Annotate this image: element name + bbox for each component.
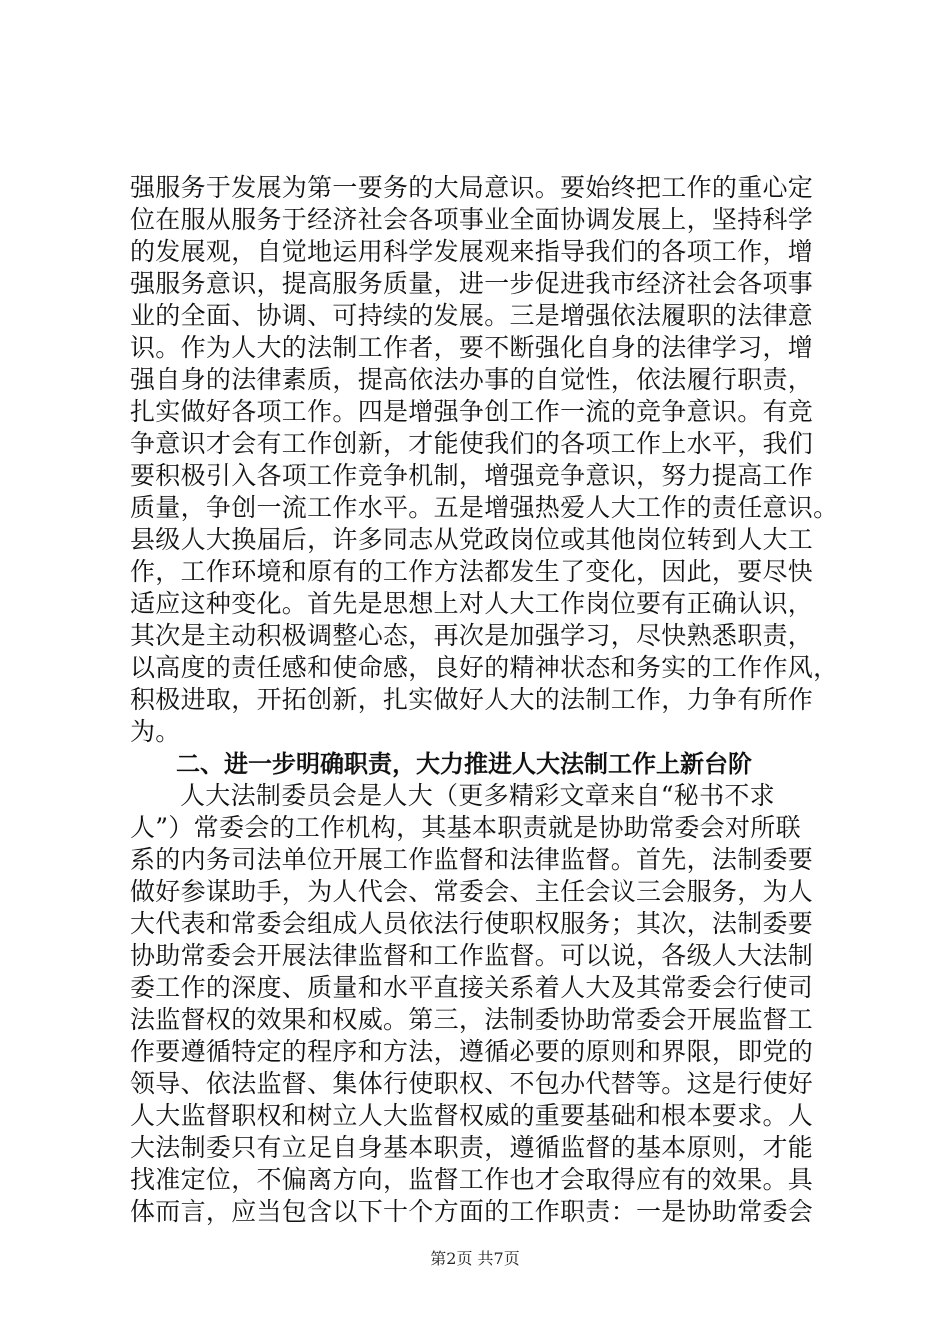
text-line: 扎实做好各项工作。四是增强争创工作一流的竞争意识。有竞 xyxy=(130,397,814,426)
text-line: 强服务于发展为第一要务的大局意识。要始终把工作的重心定 xyxy=(130,173,814,202)
text-line: 领导、依法监督、集体行使职权、不包办代替等。这是行使好 xyxy=(130,1069,814,1098)
text-line: 找准定位，不偏离方向，监督工作也才会取得应有的效果。具 xyxy=(130,1165,814,1194)
text-line: 协助常委会开展法律监督和工作监督。可以说，各级人大法制 xyxy=(130,941,814,970)
text-line: 体而言，应当包含以下十个方面的工作职责：一是协助常委会 xyxy=(130,1197,814,1226)
text-line: 业的全面、协调、可持续的发展。三是增强依法履职的法律意 xyxy=(130,301,814,330)
text-line: 识。作为人大的法制工作者，要不断强化自身的法律学习，增 xyxy=(130,333,814,362)
text-line: 人大法制委员会是人大（更多精彩文章来自“秘书不求 xyxy=(180,781,775,810)
text-line: 强服务意识，提高服务质量，进一步促进我市经济社会各项事 xyxy=(130,269,814,298)
text-line: 争意识才会有工作创新，才能使我们的各项工作上水平，我们 xyxy=(130,429,814,458)
text-line: 做好参谋助手，为人代会、常委会、主任会议三会服务，为人 xyxy=(130,877,814,906)
text-line: 县级人大换届后，许多同志从党政岗位或其他岗位转到人大工 xyxy=(130,525,814,554)
paragraph-1 xyxy=(130,172,839,748)
text-line: 要积极引入各项工作竞争机制，增强竞争意识，努力提高工作 xyxy=(130,461,814,490)
text-line: 人”）常委会的工作机构，其基本职责就是协助常委会对所联 xyxy=(130,813,801,842)
text-line: 积极进取，开拓创新，扎实做好人大的法制工作，力争有所作 xyxy=(130,685,814,714)
text-line: 大法制委只有立足自身基本职责，遵循监督的基本原则，才能 xyxy=(130,1133,814,1162)
text-line: 作，工作环境和原有的工作方法都发生了变化，因此，要尽快 xyxy=(130,557,814,586)
text-line: 人大监督职权和树立人大监督权威的重要基础和根本要求。人 xyxy=(130,1101,814,1130)
text-line: 位在服从服务于经济社会各项事业全面协调发展上，坚持科学 xyxy=(130,205,814,234)
paragraph-2 xyxy=(130,780,830,1228)
text-line: 适应这种变化。首先是思想上对人大工作岗位要有正确认识， xyxy=(130,589,814,618)
text-line: 法监督权的效果和权威。第三，法制委协助常委会开展监督工 xyxy=(130,1005,814,1034)
document-body xyxy=(130,172,839,1228)
page-number-footer: 第2页 共7页 xyxy=(430,1249,520,1268)
text-line: 质量，争创一流工作水平。五是增强热爱人大工作的责任意识。 xyxy=(130,493,839,522)
text-line: 作要遵循特定的程序和方法，遵循必要的原则和界限，即党的 xyxy=(130,1037,814,1066)
text-line: 大代表和常委会组成人员依法行使职权服务；其次，法制委要 xyxy=(130,909,814,938)
text-line: 的发展观，自觉地运用科学发展观来指导我们的各项工作，增 xyxy=(130,237,814,266)
text-line: 其次是主动积极调整心态，再次是加强学习，尽快熟悉职责， xyxy=(130,621,814,650)
text-line: 强自身的法律素质，提高依法办事的自觉性，依法履行职责， xyxy=(130,365,814,394)
text-line: 系的内务司法单位开展工作监督和法律监督。首先，法制委要 xyxy=(130,845,814,874)
text-line: 为。 xyxy=(130,717,181,746)
text-line: 委工作的深度、质量和水平直接关系着人大及其常委会行使司 xyxy=(130,973,814,1002)
section-heading: 二、进一步明确职责，大力推进人大法制工作上新台阶 xyxy=(176,750,752,778)
text-line: 以高度的责任感和使命感，良好的精神状态和务实的工作作风， xyxy=(130,653,839,682)
